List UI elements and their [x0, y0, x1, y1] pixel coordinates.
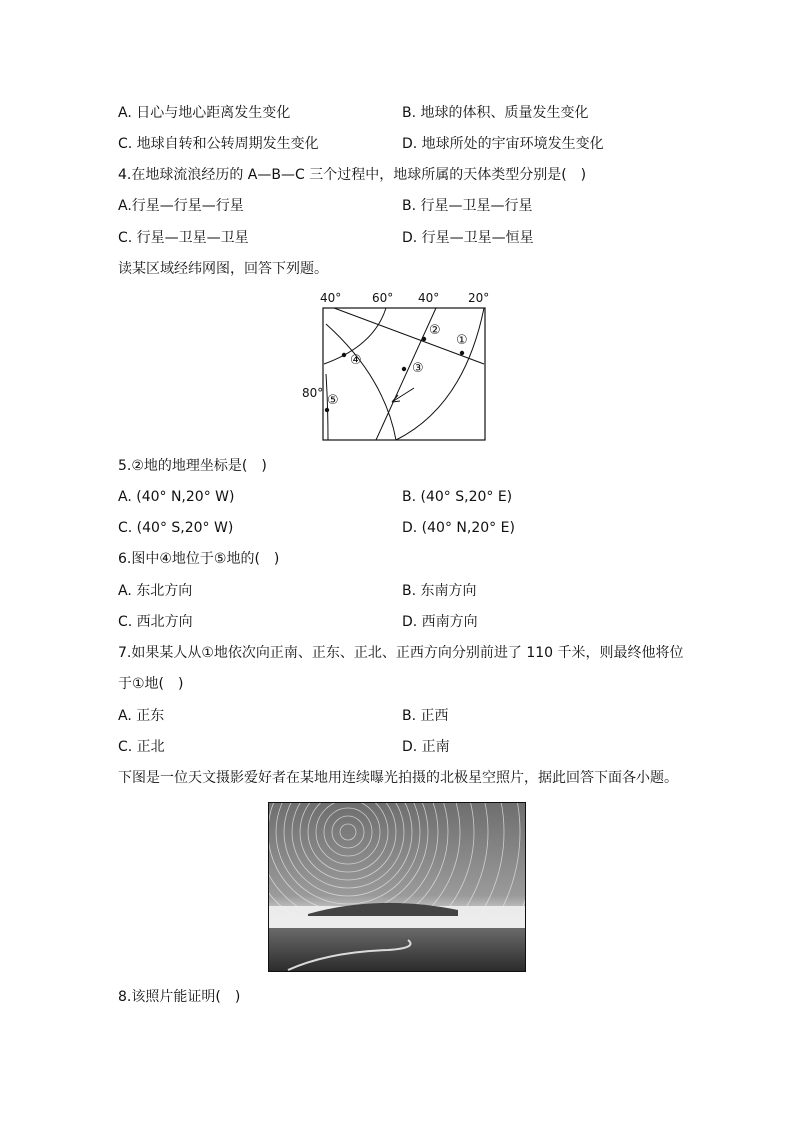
top-label-1: 40°: [320, 291, 342, 305]
side-label-80: 80°: [302, 386, 324, 400]
point-1-dot: [460, 351, 464, 355]
map-intro: 读某区域经纬网图，回答下列题。: [118, 261, 328, 277]
point-3-label: ③: [412, 361, 424, 376]
q7-stem-line1: 7.如果某人从①地依次向正南、正东、正北、正西方向分别前进了 110 千米，则最终他将位: [118, 645, 684, 661]
star-trail-photo: [268, 802, 526, 972]
q7-option-d: D. 正南: [402, 739, 450, 755]
top-label-4: 20°: [468, 291, 490, 305]
q4-option-c: C. 行星—卫星—卫星: [118, 230, 249, 246]
q6-option-a: A. 东北方向: [118, 583, 193, 599]
q4-stem: 4.在地球流浪经历的 A—B—C 三个过程中，地球所属的天体类型分别是( ): [118, 167, 587, 183]
point-5-dot: [325, 408, 329, 412]
point-2-label: ②: [429, 323, 441, 338]
q7-option-c: C. 正北: [118, 739, 165, 755]
top-label-3: 40°: [418, 291, 440, 305]
q6-option-c: C. 西北方向: [118, 614, 193, 630]
q4-option-a: A.行星—行星—行星: [118, 198, 244, 214]
q3-option-b: B. 地球的体积、质量发生变化: [402, 105, 589, 121]
point-1-label: ①: [456, 333, 468, 348]
q3-option-c: C. 地球自转和公转周期发生变化: [118, 136, 319, 152]
q5-option-d: D. (40° N,20° E): [402, 520, 515, 536]
photo-intro: 下图是一位天文摄影爱好者在某地用连续曝光拍摄的北极星空照片，据此回答下面各小题。: [118, 770, 678, 786]
q7-stem-line2: 于①地( ): [118, 676, 184, 692]
q4-option-b: B. 行星—卫星—行星: [402, 198, 533, 214]
q5-option-b: B. (40° S,20° E): [402, 489, 513, 505]
q8-stem: 8.该照片能证明( ): [118, 989, 241, 1005]
q5-option-c: C. (40° S,20° W): [118, 520, 234, 536]
q4-option-d: D. 行星—卫星—恒星: [402, 230, 534, 246]
q6-stem: 6.图中④地位于⑤地的( ): [118, 551, 280, 567]
q6-option-b: B. 东南方向: [402, 583, 477, 599]
point-4-dot: [342, 353, 346, 357]
q7-option-b: B. 正西: [402, 708, 449, 724]
point-4-label: ④: [350, 353, 362, 368]
q5-option-a: A. (40° N,20° W): [118, 489, 235, 505]
q3-option-a: A. 日心与地心距离发生变化: [118, 105, 291, 121]
top-label-2: 60°: [372, 291, 394, 305]
q5-stem: 5.②地的地理坐标是( ): [118, 458, 267, 474]
q7-option-a: A. 正东: [118, 708, 165, 724]
graticule-map: [296, 286, 496, 446]
point-3-dot: [402, 367, 406, 371]
q6-option-d: D. 西南方向: [402, 614, 478, 630]
point-2-dot: [422, 337, 426, 341]
map-frame: [323, 308, 485, 440]
q3-option-d: D. 地球所处的宇宙环境发生变化: [402, 136, 604, 152]
point-5-label: ⑤: [327, 393, 339, 408]
